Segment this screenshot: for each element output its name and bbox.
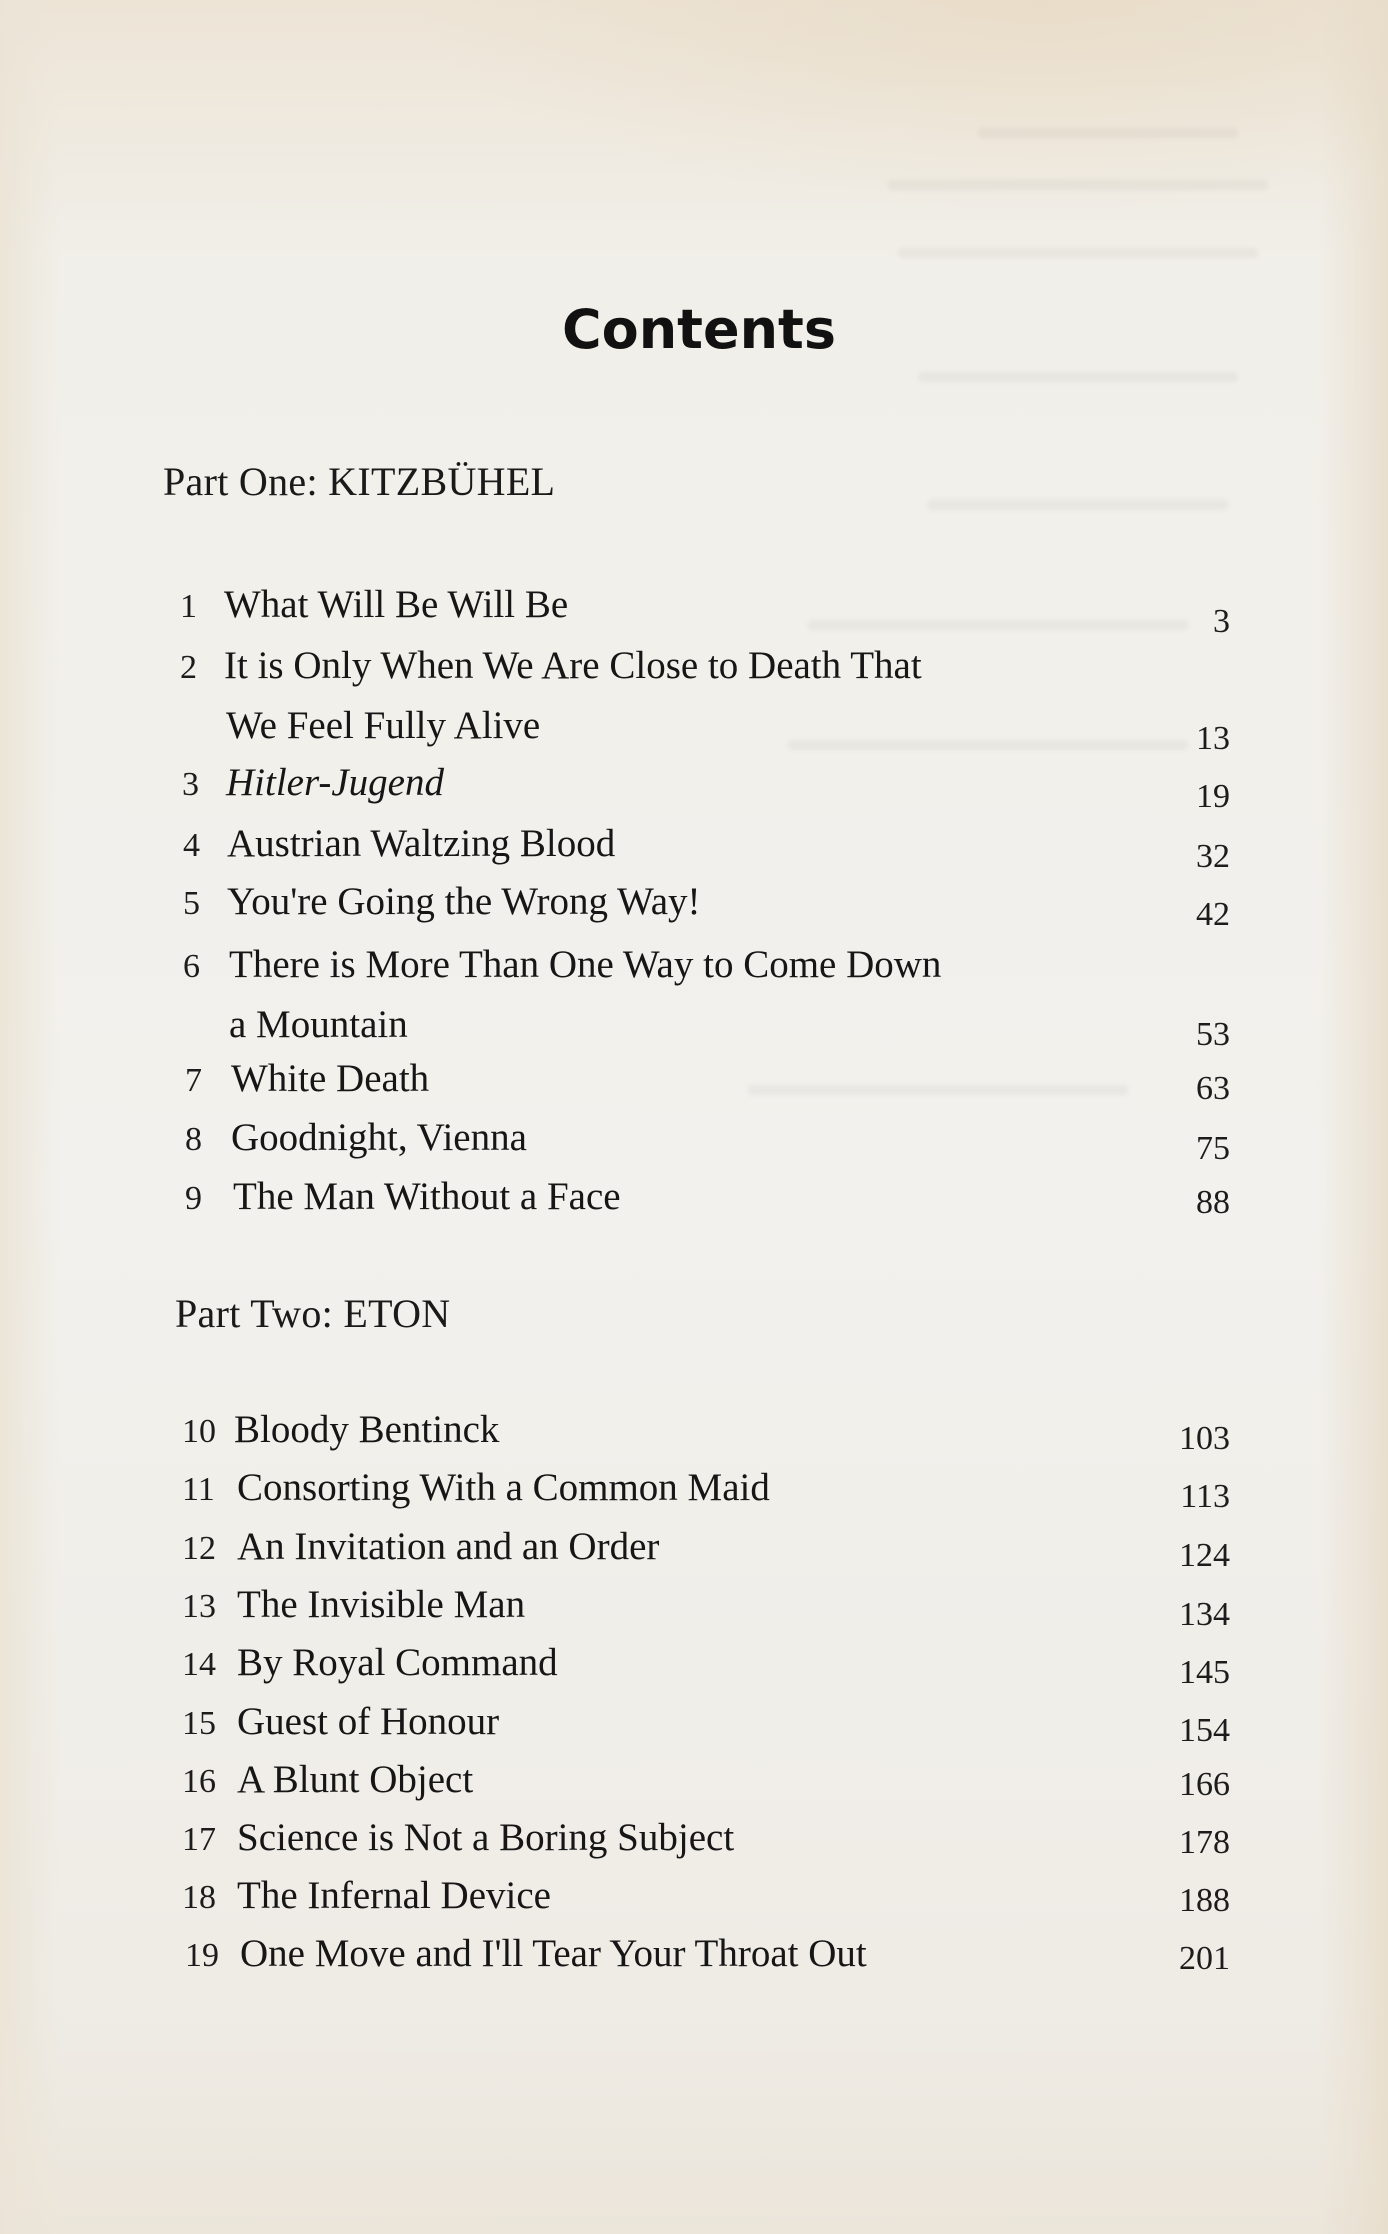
chapter-title: Hitler-Jugend xyxy=(226,761,444,804)
page-number: 103 xyxy=(1179,1420,1230,1457)
page-number: 3 xyxy=(1213,603,1230,640)
page-number: 166 xyxy=(1179,1766,1230,1803)
toc-entry[interactable] xyxy=(182,1760,473,1799)
show-through-texture xyxy=(898,248,1258,258)
chapter-number: 9 xyxy=(185,1180,202,1217)
toc-entry[interactable] xyxy=(183,882,701,921)
show-through-texture xyxy=(888,180,1268,190)
chapter-number: 11 xyxy=(182,1471,215,1508)
chapter-title: Bloody Bentinck xyxy=(234,1408,500,1451)
chapter-number: 5 xyxy=(183,885,200,922)
chapter-title: The Man Without a Face xyxy=(233,1175,621,1218)
show-through-texture xyxy=(788,740,1188,750)
chapter-number: 18 xyxy=(182,1879,216,1916)
show-through-texture xyxy=(928,500,1228,510)
chapter-title: Science is Not a Boring Subject xyxy=(237,1816,735,1859)
page-number: 134 xyxy=(1179,1596,1230,1633)
toc-entry[interactable] xyxy=(180,646,922,685)
show-through-texture xyxy=(808,620,1188,630)
page-number: 19 xyxy=(1196,778,1230,815)
chapter-number: 2 xyxy=(180,649,197,686)
toc-entry[interactable] xyxy=(185,1177,621,1216)
toc-entry[interactable] xyxy=(182,1468,770,1507)
page-number: 88 xyxy=(1196,1184,1230,1221)
page-title: Contents xyxy=(561,298,836,362)
chapter-number: 3 xyxy=(182,766,199,803)
chapter-title: Guest of Honour xyxy=(237,1700,500,1743)
chapter-number: 17 xyxy=(182,1821,216,1858)
chapter-number: 14 xyxy=(182,1646,216,1683)
page-number: 178 xyxy=(1179,1824,1230,1861)
page-number: 13 xyxy=(1196,720,1230,757)
page-number: 154 xyxy=(1179,1712,1230,1749)
page-number: 201 xyxy=(1179,1940,1230,1977)
chapter-number: 8 xyxy=(185,1121,202,1158)
chapter-number: 1 xyxy=(180,588,197,625)
toc-entry[interactable] xyxy=(183,945,941,984)
chapter-number: 7 xyxy=(185,1062,202,1099)
chapter-number: 16 xyxy=(182,1763,216,1800)
chapter-title: One Move and I'll Tear Your Throat Out xyxy=(240,1932,867,1975)
page-number: 188 xyxy=(1179,1882,1230,1919)
chapter-number: 10 xyxy=(182,1413,216,1450)
chapter-number: 6 xyxy=(183,948,200,985)
chapter-title: A Blunt Object xyxy=(237,1758,474,1801)
chapter-number: 19 xyxy=(185,1937,219,1974)
chapter-title: Goodnight, Vienna xyxy=(231,1116,527,1159)
chapter-number: 12 xyxy=(182,1530,216,1567)
toc-entry[interactable] xyxy=(185,1059,429,1098)
toc-entry[interactable] xyxy=(185,1934,867,1973)
toc-entry[interactable] xyxy=(182,1585,525,1624)
toc-entry[interactable] xyxy=(182,763,444,802)
chapter-title: The Invisible Man xyxy=(237,1583,526,1626)
toc-entry[interactable] xyxy=(182,1818,734,1857)
page-number: 75 xyxy=(1196,1130,1230,1167)
chapter-title: An Invitation and an Order xyxy=(237,1525,660,1568)
page-number: 63 xyxy=(1196,1070,1230,1107)
chapter-title: Consorting With a Common Maid xyxy=(237,1466,770,1509)
show-through-texture xyxy=(748,1085,1128,1095)
show-through-texture xyxy=(978,128,1238,138)
toc-entry[interactable] xyxy=(180,585,568,624)
page-number: 53 xyxy=(1196,1016,1230,1053)
toc-entry[interactable] xyxy=(182,1527,659,1566)
chapter-title-continued: We Feel Fully Alive xyxy=(226,704,541,747)
page-number: 42 xyxy=(1196,896,1230,933)
chapter-number: 15 xyxy=(182,1705,216,1742)
toc-entry[interactable] xyxy=(183,824,615,863)
chapter-title: There is More Than One Way to Come Down xyxy=(229,943,942,986)
chapter-title: What Will Be Will Be xyxy=(224,583,569,626)
toc-entry[interactable] xyxy=(182,1702,499,1741)
page-number: 124 xyxy=(1179,1537,1230,1574)
chapter-title: By Royal Command xyxy=(237,1641,558,1684)
page-number: 32 xyxy=(1196,838,1230,875)
toc-entry[interactable] xyxy=(185,1118,527,1157)
chapter-number: 13 xyxy=(182,1588,216,1625)
part-heading-two: Part Two: ETON xyxy=(175,1291,451,1336)
show-through-texture xyxy=(918,372,1238,382)
chapter-title: You're Going the Wrong Way! xyxy=(227,880,701,923)
chapter-title: The Infernal Device xyxy=(237,1874,551,1917)
chapter-title: Austrian Waltzing Blood xyxy=(227,822,616,865)
chapter-title-continued: a Mountain xyxy=(229,1003,408,1046)
part-heading-one: Part One: KITZBÜHEL xyxy=(163,459,556,504)
toc-entry[interactable] xyxy=(182,1410,499,1449)
chapter-number: 4 xyxy=(183,827,200,864)
chapter-title: White Death xyxy=(231,1057,430,1100)
chapter-title: It is Only When We Are Close to Death That xyxy=(224,644,922,687)
toc-entry[interactable] xyxy=(182,1876,551,1915)
page-number: 113 xyxy=(1180,1478,1230,1515)
toc-entry[interactable] xyxy=(182,1643,558,1682)
page-number: 145 xyxy=(1179,1654,1230,1691)
